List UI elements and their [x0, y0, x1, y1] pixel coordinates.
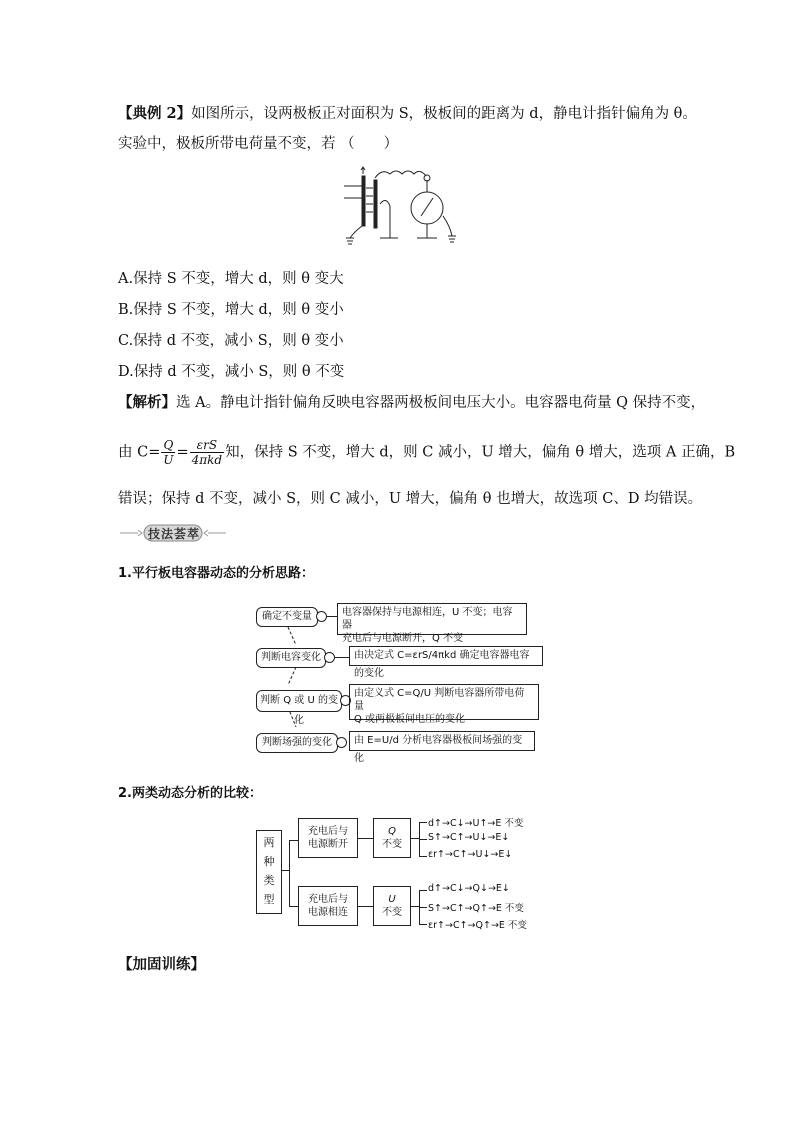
connector-line — [419, 924, 427, 925]
connector-dot — [324, 652, 335, 663]
example-stem-line-1 — [118, 104, 697, 124]
connector-line — [281, 870, 289, 871]
root-box — [256, 830, 282, 914]
connector-line — [289, 906, 298, 907]
connector-line — [419, 890, 427, 891]
root-char: 种 — [263, 855, 275, 868]
connector-line — [411, 838, 419, 839]
type-1-case-line: 电源断开 — [308, 839, 348, 850]
type-2-case-line: 充电后与 — [308, 894, 348, 905]
step-1-label: 确定不变量 — [256, 607, 318, 627]
step-4-label: 判断场强的变化 — [256, 733, 338, 753]
connector-line — [411, 906, 419, 907]
connector-dot — [316, 611, 327, 622]
step-2-label: 判断电容变化 — [256, 648, 326, 668]
option-d: D.保持 d 不变，减小 S，则 θ 不变 — [118, 364, 345, 380]
fraction-capacitance-formula — [190, 438, 224, 467]
type-1-chain-2: S↑→C↑→U↓→E↓ — [428, 832, 510, 843]
type-1-case-line: 充电后与 — [308, 826, 348, 837]
step-2-detail: 由决定式 C=εrS/4πkd 确定电容器电容的变化 — [349, 646, 543, 666]
option-b: B.保持 S 不变，增大 d，则 θ 变小 — [118, 302, 344, 318]
analysis-text-1: 选 A。静电计指针偏角反映电容器两极板间电压大小。电容器电荷量 Q 保持不变， — [176, 395, 706, 411]
step-1-detail-line-2: 充电后与电源断开，Q 不变 — [342, 633, 464, 644]
connector-line — [335, 657, 349, 658]
step-1-detail — [337, 603, 527, 644]
step-3-detail — [349, 684, 539, 725]
root-char: 类 — [263, 874, 275, 887]
type-1-case — [298, 818, 358, 858]
type-2-constant-text: 不变 — [382, 907, 402, 918]
option-a: A.保持 S 不变，增大 d，则 θ 变大 — [118, 271, 344, 287]
section-2-title: 2.两类动态分析的比较： — [118, 786, 262, 801]
fraction-numerator: εrS — [190, 438, 224, 453]
banner-label: 技法荟萃 — [148, 527, 201, 541]
step-3-detail-line-1: 由定义式 C=Q/U 判断电容器所带电荷量 — [354, 688, 525, 712]
connector-line — [419, 822, 427, 823]
fraction-denominator: 4πkd — [191, 453, 223, 467]
connector-line — [419, 856, 427, 857]
step-1-detail-line-1: 电容器保持与电源相连，U 不变；电容器 — [342, 607, 513, 631]
step-4-detail: 由 E=U/d 分析电容器极板间场强的变化 — [349, 731, 535, 751]
type-2-case-line: 电源相连 — [308, 907, 348, 918]
fraction-numerator: Q — [161, 438, 175, 453]
root-char: 型 — [263, 893, 275, 906]
connector-line — [358, 906, 373, 907]
type-1-chain-3: εr↑→C↑→U↓→E↓ — [428, 849, 513, 860]
connector-line — [289, 840, 298, 841]
analysis-text-2-suffix: 知，保持 S 不变，增大 d，则 C 减小，U 增大，偏角 θ 增大，选项 A 正确，B — [225, 444, 736, 461]
example-stem-line-2: 实验中，极板所带电荷量不变，若 （ ） — [118, 136, 399, 152]
type-2-constant-symbol: U — [388, 894, 396, 905]
technique-banner — [118, 524, 228, 542]
connector-line — [419, 907, 427, 908]
type-1-constant-text: 不变 — [382, 839, 402, 850]
analysis-line-1 — [118, 393, 705, 413]
type-2-case — [298, 886, 358, 926]
type-2-chain-1: d↑→C↓→Q↓→E↓ — [428, 883, 510, 894]
example-stem-text-1: 如图所示，设两极板正对面积为 S，极板间的距离为 d，静电计指针偏角为 θ。 — [191, 106, 697, 122]
step-3-detail-line-2: Q 或两极板间电压的变化 — [354, 714, 466, 725]
analysis-line-2: 由 C= $\frac{Q}{U}$ = $\frac{\text{εrS}}{\text{4πkd}}$ 知，保持 S 不变，增大 d，则 C 减小，U 增大，偏角 θ 增大，选项 A 正确，B — [118, 438, 736, 467]
analysis-tag: 【解析】 — [118, 394, 176, 411]
connector-dot — [336, 737, 347, 748]
section-1-title: 1.平行板电容器动态的分析思路： — [118, 566, 314, 581]
type-2-chain-3: εr↑→C↑→Q↑→E 不变 — [428, 920, 527, 931]
type-2-chain-2: S↑→C↑→Q↑→E 不变 — [428, 903, 524, 914]
option-c: C.保持 d 不变，减小 S，则 θ 变小 — [118, 333, 344, 349]
analysis-line-3: 错误；保持 d 不变，减小 S，则 C 减小，U 增大，偏角 θ 也增大，故选项 C、D 均错误。 — [118, 491, 703, 507]
analysis-text-2-prefix: 由 C= — [118, 444, 161, 461]
example-tag: 【典例 2】 — [118, 105, 192, 122]
connector-line — [419, 839, 427, 840]
fraction-q-over-u — [161, 438, 175, 467]
type-2-constant — [373, 886, 411, 926]
electrometer-apparatus-figure — [340, 166, 462, 246]
connector-line — [289, 840, 290, 906]
type-1-chain-1: d↑→C↓→U↑→E 不变 — [428, 818, 524, 829]
fraction-denominator: U — [163, 453, 174, 467]
type-1-constant — [373, 818, 411, 858]
reinforcement-heading: 【加固训练】 — [118, 956, 205, 973]
root-char: 两 — [263, 836, 275, 849]
step-3-label: 判断 Q 或 U 的变化 — [256, 690, 342, 712]
type-1-constant-symbol: Q — [388, 826, 396, 837]
connector-line — [358, 838, 373, 839]
connector-line — [327, 616, 337, 617]
